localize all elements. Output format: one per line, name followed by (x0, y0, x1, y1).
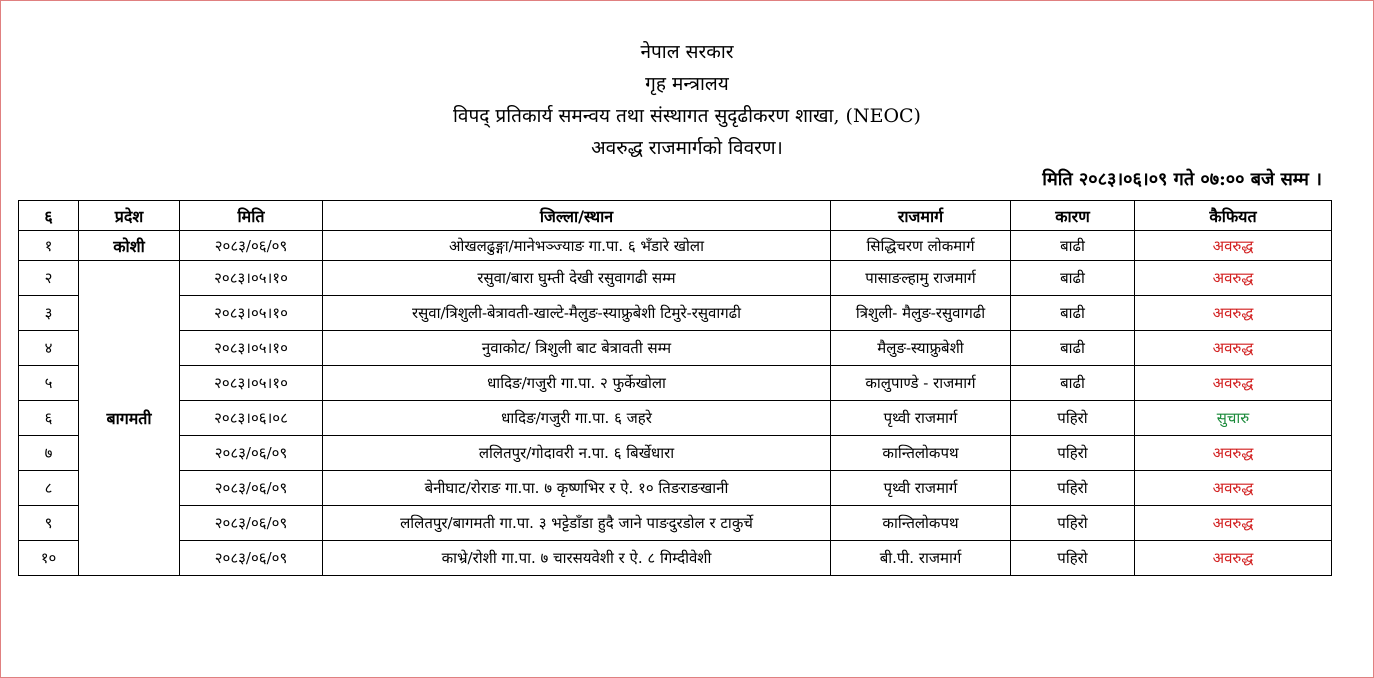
cell-highway: त्रिशुली- मैलुङ-रसुवागढी (831, 296, 1011, 331)
cell-location: धादिङ/गजुरी गा.पा. २ फुर्केखोला (323, 366, 831, 401)
col-header-remarks: कैफियत (1135, 201, 1332, 231)
cell-date: २०८३।०५।१० (180, 261, 323, 296)
cell-cause: बाढी (1011, 331, 1135, 366)
col-header-cause: कारण (1011, 201, 1135, 231)
cell-cause: बाढी (1011, 296, 1135, 331)
cell-status: सुचारु (1135, 401, 1332, 436)
cell-status: अवरुद्ध (1135, 436, 1332, 471)
cell-status: अवरुद्ध (1135, 471, 1332, 506)
cell-sn: २ (19, 261, 79, 296)
cell-sn: ६ (19, 401, 79, 436)
cell-location: ओखलढुङ्गा/मानेभञ्ज्याङ गा.पा. ६ भँडारे खोला (323, 231, 831, 261)
table-row (19, 331, 1332, 366)
cell-sn: १ (19, 231, 79, 261)
cell-status: अवरुद्ध (1135, 331, 1332, 366)
cell-status: अवरुद्ध (1135, 261, 1332, 296)
document-title: अवरुद्ध राजमार्गको विवरण। (591, 137, 783, 159)
cell-status: अवरुद्ध (1135, 366, 1332, 401)
cell-highway: पृथ्वी राजमार्ग (831, 471, 1011, 506)
cell-province: बागमती (79, 261, 180, 576)
header-section: विपद् प्रतिकार्य समन्वय तथा संस्थागत सुदृढीकरण शाखा, (NEOC) (453, 105, 921, 127)
table-row (19, 296, 1332, 331)
cell-province: कोशी (79, 231, 180, 261)
table-row (19, 231, 1332, 261)
cell-date: २०८३/०६/०९ (180, 231, 323, 261)
col-header-highway: राजमार्ग (831, 201, 1011, 231)
cell-date: २०८३/०६/०९ (180, 506, 323, 541)
cell-status: अवरुद्ध (1135, 541, 1332, 576)
header-ministry: गृह मन्त्रालय (645, 73, 729, 95)
table-row (19, 436, 1332, 471)
cell-highway: सिद्धिचरण लोकमार्ग (831, 231, 1011, 261)
cell-cause: बाढी (1011, 261, 1135, 296)
cell-location: बेनीघाट/रोराङ गा.पा. ७ कृष्णभिर र ऐ. १० तिङराङखानी (323, 471, 831, 506)
cell-date: २०८३।०५।१० (180, 331, 323, 366)
cell-highway: कालुपाण्डे - राजमार्ग (831, 366, 1011, 401)
cell-location: रसुवा/त्रिशुली-बेत्रावती-खाल्टे-मैलुङ-स्याफ्रुबेशी टिमुरे-रसुवागढी (323, 296, 831, 331)
cell-location: नुवाकोट/ त्रिशुली बाट बेत्रावती सम्म (323, 331, 831, 366)
document-header (0, 36, 1374, 164)
cell-cause: पहिरो (1011, 541, 1135, 576)
cell-cause: पहिरो (1011, 436, 1135, 471)
cell-sn: ४ (19, 331, 79, 366)
cell-highway: कान्तिलोकपथ (831, 436, 1011, 471)
col-header-sn: ६ (19, 201, 79, 231)
cell-cause: बाढी (1011, 366, 1135, 401)
cell-highway: बी.पी. राजमार्ग (831, 541, 1011, 576)
cell-location: धादिङ/गजुरी गा.पा. ६ जहरे (323, 401, 831, 436)
cell-date: २०८३।०५।१० (180, 296, 323, 331)
cell-location: काभ्रे/रोशी गा.पा. ७ चारसयवेशी र ऐ. ८ गिम्दीवेशी (323, 541, 831, 576)
cell-date: २०८३।०५।१० (180, 366, 323, 401)
cell-location: रसुवा/बारा घुम्ती देखी रसुवागढी सम्म (323, 261, 831, 296)
cell-status: अवरुद्ध (1135, 231, 1332, 261)
cell-sn: १० (19, 541, 79, 576)
cell-date: २०८३।०६।०८ (180, 401, 323, 436)
cell-status: अवरुद्ध (1135, 506, 1332, 541)
cell-cause: पहिरो (1011, 471, 1135, 506)
cell-highway: पृथ्वी राजमार्ग (831, 401, 1011, 436)
cell-sn: ९ (19, 506, 79, 541)
cell-sn: ७ (19, 436, 79, 471)
col-header-location: जिल्ला/स्थान (323, 201, 831, 231)
cell-highway: पासाङल्हामु राजमार्ग (831, 261, 1011, 296)
col-header-province: प्रदेश (79, 201, 180, 231)
header-government: नेपाल सरकार (640, 41, 734, 63)
table-row (19, 541, 1332, 576)
cell-sn: ५ (19, 366, 79, 401)
table-header-row (19, 201, 1332, 231)
cell-location: ललितपुर/गोदावरी न.पा. ६ बिर्खेधारा (323, 436, 831, 471)
cell-highway: कान्तिलोकपथ (831, 506, 1011, 541)
cell-status: अवरुद्ध (1135, 296, 1332, 331)
report-date: मिति २०८३।०६।०९ गते ०७:०० बजे सम्म । (1042, 169, 1322, 190)
cell-highway: मैलुङ-स्याफ्रुबेशी (831, 331, 1011, 366)
cell-date: २०८३/०६/०९ (180, 436, 323, 471)
cell-cause: पहिरो (1011, 401, 1135, 436)
blocked-highways-table (18, 200, 1332, 576)
cell-sn: ३ (19, 296, 79, 331)
cell-sn: ८ (19, 471, 79, 506)
cell-date: २०८३/०६/०९ (180, 471, 323, 506)
table-row (19, 401, 1332, 436)
cell-cause: बाढी (1011, 231, 1135, 261)
cell-location: ललितपुर/बागमती गा.पा. ३ भट्टेडाँडा हुदै जाने पाङदुरडोल र टाकुर्चे (323, 506, 831, 541)
table-row (19, 366, 1332, 401)
cell-date: २०८३/०६/०९ (180, 541, 323, 576)
cell-cause: पहिरो (1011, 506, 1135, 541)
table-row (19, 506, 1332, 541)
table-row (19, 261, 1332, 296)
table-row (19, 471, 1332, 506)
col-header-date: मिति (180, 201, 323, 231)
